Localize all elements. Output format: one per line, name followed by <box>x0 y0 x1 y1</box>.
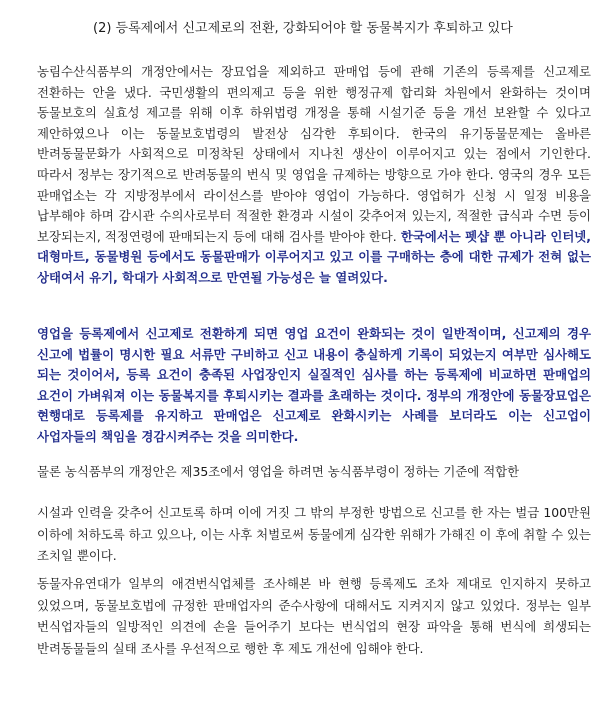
paragraph-2-emphasis: 영업을 등록제에서 신고제로 전환하게 되면 영업 요건이 완화되는 것이 일반적이며, 신고제의 경우 신고에 법률이 명시한 필요 서류만 구비하고 신고 내용이 충실하게 기록이 되었는지 여부만 심사해도 되는 것이어서, 등록 요건이 충족된 사업장인지 실질적인 심사를 하는 등록제에 비교하면 판매업의 요건이 가벼워져 이는 동물복지를 후퇴시키는 결과를 초래하는 것이다. 정부의 개정안에 동물장묘업은 현행대로 등록제를 유지하고 판매업은 신고제로 완화시키는 사례를 보더라도 이는 신고업이 사업자들의 책임을 경감시켜주는 것을 의미한다. <box>37 326 591 444</box>
paragraph-5: 동물자유연대가 일부의 애견번식업체를 조사해본 바 현행 등록제도 조차 제대로 인지하지 못하고 있었으며, 동물보호법에 규정한 판매업자의 준수사항에 대해서도 지켜지지 않고 있었다. 정부는 일부 번식업자들의 일방적인 의견에 손을 들어주기 보다는 번식업의 현장 파악을 통해 번식에 희생되는 반려동물들의 실태 조사를 우선적으로 행한 후 제도 개선에 임해야 한다. <box>37 576 591 656</box>
paragraph-1-text: 농림수산식품부의 개정안에서는 장묘업을 제외하고 판매업 등에 관해 기존의 등록제를 신고제로 전환하는 안을 냈다. 국민생활의 편의제고 등을 위한 행정규제 합리화 차원에서 완화하는 것이며 동물보호의 실효성 제고를 위해 이후 하위법령 개정을 통해 시설기준 등을 개선 보완할 수 있다고 제안하였으나 이는 동물보호법령의 발전상 심각한 후퇴이다. 한국의 유기동물문제는 올바른 반려동물문화가 사회적으로 미정착된 상태에서 지나친 생산이 이루어지고 있는 점에서 기인한다. 따라서 정부는 장기적으로 반려동물의 번식 및 영업을 규제하는 방향으로 가야 한다. 영국의 경우 모든 판매업소는 각 지방정부에서 라이선스를 받아야 영업이 가능하다. 영업허가 신청 시 일정 비용을 납부해야 하며 감시관 수의사로부터 적절한 환경과 시설이 갖추어져 있는지, 적절한 급식과 수면 등이 보장되는지, 적정연령에 판매되는지 등에 대해 검사를 받아야 한다. <box>37 64 591 244</box>
paragraph-4: 시설과 인력을 갖추어 신고토록 하며 이에 거짓 그 밖의 부정한 방법으로 신고를 한 자는 벌금 100만원 이하에 처하도록 하고 있으나, 이는 사후 처벌로써 동물에게 심각한 위해가 가해진 이 후에 취할 수 있는 조치일 뿐이다. <box>37 505 591 563</box>
section-heading: (2) 등록제에서 신고제로의 전환, 강화되어야 할 동물복지가 후퇴하고 있다 <box>93 21 513 36</box>
paragraph-1 <box>37 62 591 289</box>
paragraph-3: 물론 농식품부의 개정안은 제35조에서 영업을 하려면 농식품부령이 정하는 기준에 적합한 <box>37 464 520 479</box>
paragraph-1-emphasis: 한국에서는 펫샵 뿐 아니라 인터넷, 대형마트, 동물병원 등에서도 동물판매가 이루어지고 있고 이를 구매하는 층에 대한 규제가 전혀 없는 상태여서 유기, 학대가 사회적으로 만연될 가능성은 늘 열려있다. <box>37 228 591 285</box>
